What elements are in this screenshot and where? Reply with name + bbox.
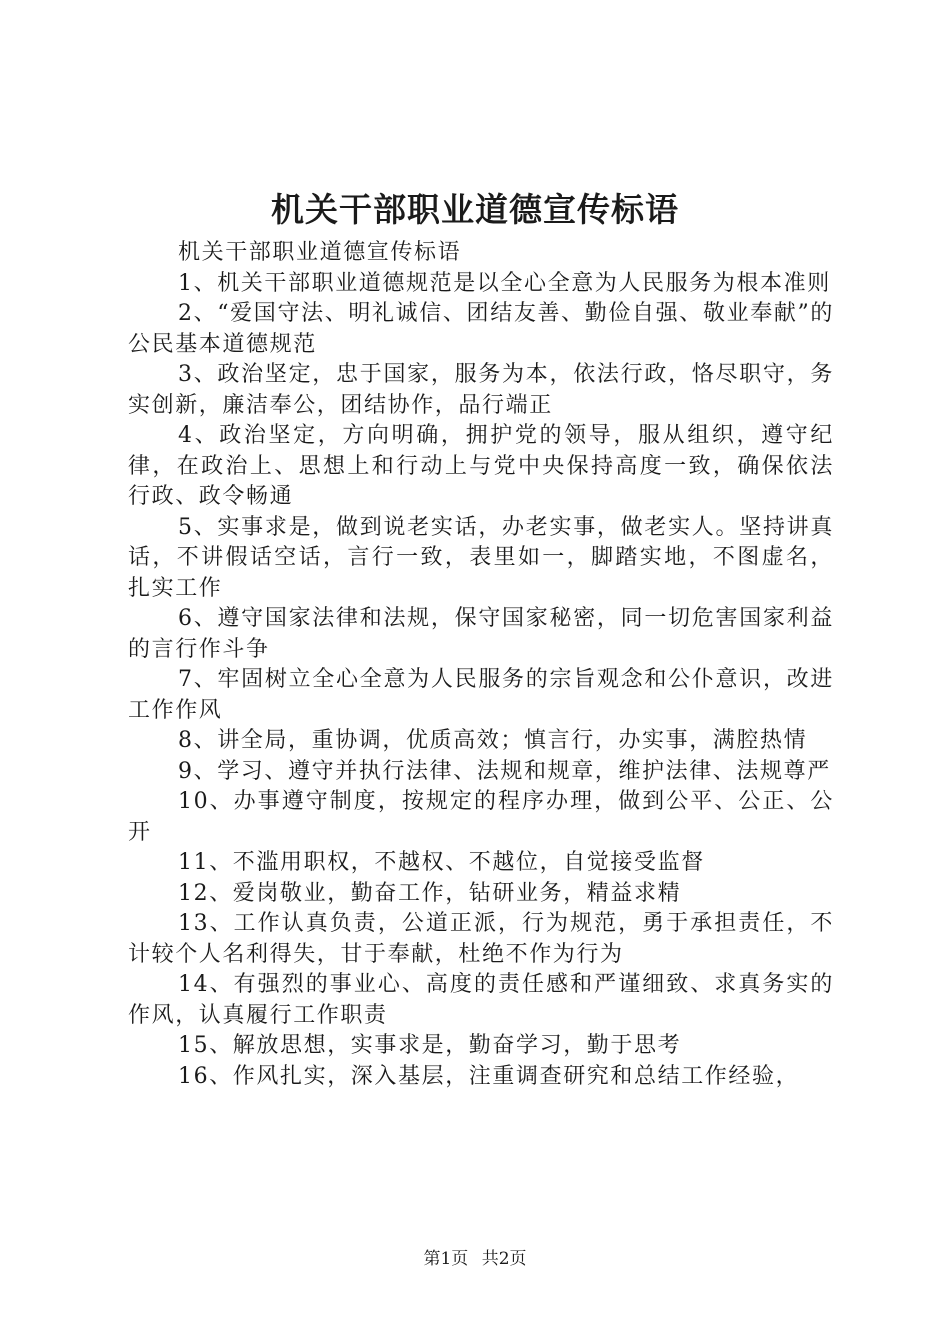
- document-title: 机关干部职业道德宣传标语: [271, 190, 679, 229]
- paragraph-item: 3、政治坚定，忠于国家，服务为本，依法行政，恪尽职守，务实创新，廉洁奉公，团结协作，品行端正: [128, 362, 834, 418]
- paragraph-item: 13、工作认真负责，公道正派，行为规范，勇于承担责任，不计较个人名利得失，甘于奉献，杜绝不作为行为: [128, 911, 834, 967]
- paragraph-item: 11、不滥用职权，不越权、不越位，自觉接受监督: [178, 850, 705, 875]
- paragraph-item: 8、讲全局，重协调，优质高效；慎言行，办实事，满腔热情: [178, 728, 808, 753]
- page-total: 共2页: [481, 1249, 527, 1269]
- paragraph-item: 12、爱岗敬业，勤奋工作，钻研业务，精益求精: [178, 880, 682, 906]
- paragraph-item: 2、“爱国守法、明礼诚信、团结友善、勤俭自强、敬业奉献”的公民基本道德规范: [128, 301, 834, 357]
- paragraph-item: 1、机关干部职业道德规范是以全心全意为人民服务为根本准则: [178, 270, 831, 296]
- paragraph-item: 16、作风扎实，深入基层，注重调查研究和总结工作经验，: [178, 1063, 800, 1089]
- paragraph-item: 14、有强烈的事业心、高度的责任感和严谨细致、求真务实的作风，认真履行工作职责: [128, 972, 834, 1028]
- page-footer: [0, 1247, 950, 1271]
- paragraph-item: 15、解放思想，实事求是，勤奋学习，勤于思考: [178, 1033, 682, 1058]
- paragraph-item: 5、实事求是，做到说老实话，办老实事，做老实人。坚持讲真话，不讲假话空话，言行一致，表里如一，脚踏实地，不图虚名，扎实工作: [128, 514, 834, 601]
- paragraph-item: 6、遵守国家法律和法规，保守国家秘密，同一切危害国家利益的言行作斗争: [128, 606, 834, 662]
- paragraph-item: 9、学习、遵守并执行法律、法规和规章，维护法律、法规尊严: [178, 758, 831, 784]
- paragraph-item: 10、办事遵守制度，按规定的程序办理，做到公平、公正、公开: [128, 789, 834, 845]
- paragraph-subtitle: 机关干部职业道德宣传标语: [178, 240, 462, 265]
- paragraph-item: 7、牢固树立全心全意为人民服务的宗旨观念和公仆意识，改进工作作风: [128, 667, 834, 723]
- document-body: [128, 238, 834, 1092]
- paragraph-item: 4、政治坚定，方向明确，拥护党的领导，服从组织，遵守纪律，在政治上、思想上和行动上与党中央保持高度一致，确保依法行政、政令畅通: [128, 423, 834, 509]
- page-number: 第1页: [423, 1249, 469, 1269]
